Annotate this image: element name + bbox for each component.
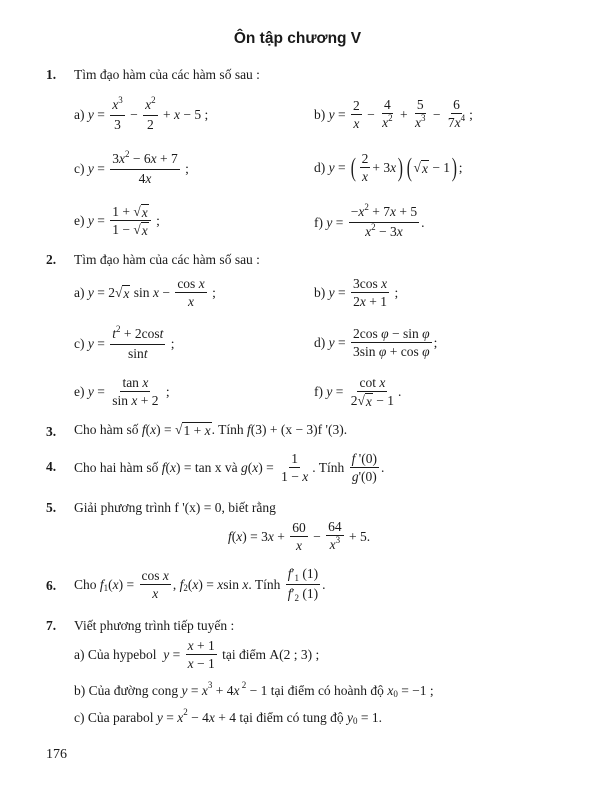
page-title: Ôn tập chương V xyxy=(233,30,362,47)
problem-text: Tìm đạo hàm của các hàm số sau : xyxy=(74,252,260,267)
problem-6-text: Cho f 1 ( x ) = $\frac{\text{cos x}}{x}$ , f 2 ( x ) = x sin x . Tính $\frac{f'_1 (1)}{f'_2 (1)}$ . xyxy=(74,566,326,603)
formula-1e: e) y = 1 + √ x 1 − √ x ; xyxy=(74,204,160,238)
problem-number: 4. xyxy=(46,459,57,474)
problem-text: Viết phương trình tiếp tuyến : xyxy=(74,618,235,633)
problem-text: Tìm đạo hàm của các hàm số sau : xyxy=(74,67,260,82)
formula-5: f ( x ) = 3 x + $\frac{60}{x}$ − $\frac{64}{x^3}$ + 5. xyxy=(228,519,371,553)
page-number: 176 xyxy=(46,747,67,762)
formula-2d: d) y = $\frac{\text{2cos φ − sin φ}}{\text{3sin φ + cos φ}}$ ; xyxy=(314,326,438,359)
problem-text: Giải phương trình f '(x) = 0, biết rằng xyxy=(74,500,276,515)
formula-2e: e) y = $\frac{\text{tan x}}{\text{sin x + 2}}$ ; xyxy=(74,375,170,408)
formula-1f: f) y = $\frac{-x^2 + 7x + 5}{x^2 - 3x}$ . xyxy=(314,202,425,239)
formula-2c: c) y = $\frac{t^2 + 2\cos t}{\sin t}$ ; xyxy=(74,324,175,361)
problem-number: 7. xyxy=(46,618,57,633)
problem-number: 2. xyxy=(46,252,57,267)
formula-1b: b) y = $\frac{2}{x}$ − $\frac{4}{x^2}$ + $\frac{5}{x^3}$ − $\frac{6}{7x^4}$ ; xyxy=(314,97,473,131)
formula-1a: a) y = $\frac{x^3}{3}$ − $\frac{x^2}{2}$ + x − 5 ; xyxy=(74,95,209,132)
problem-number: 6. xyxy=(46,578,57,593)
formula-2a: a) y = 2 √ x sin x − $\frac{\text{cos x}}{x}$ ; xyxy=(74,276,216,309)
formula-7b: b) Của đường cong y = x 3 + 4 x 2 − 1 tại điểm có hoành độ x 0 = −1 ; xyxy=(74,680,434,699)
formula-1d: d) y = ( $\frac{2}{x}$ + 3 x ) ( √ x − 1 ) ; xyxy=(314,151,463,184)
problem-4-text: Cho hai hàm số f ( x ) = tan x và g ( x ) = $\frac{1}{1 - x}$ . Tính $\frac{f '(0)}{g'(0)}$ . xyxy=(74,451,385,484)
formula-2b: b) y = $\frac{\text{3cos x}}{2x + 1}$ ; xyxy=(314,276,399,309)
formula-7a: a) Của hypebol y = $\frac{x + 1}{x - 1}$ tại điểm A(2 ; 3) ; xyxy=(74,638,320,671)
problem-number: 1. xyxy=(46,67,57,82)
formula-7c: c) Của parabol y = x 2 − 4 x + 4 tại điểm có tung độ y 0 = 1. xyxy=(74,707,382,726)
problem-number: 5. xyxy=(46,500,57,515)
formula-1c: c) y = $\frac{3x^2 - 6x + 7}{4x}$ ; xyxy=(74,149,189,186)
problem-3-text: Cho hàm số f ( x ) = √ 1 + x . Tính f (3) + (x − 3)f '(3). xyxy=(74,422,348,438)
problem-number: 3. xyxy=(46,424,57,439)
formula-2f: f) y = cot x 2√ x − 1 . xyxy=(314,375,402,409)
